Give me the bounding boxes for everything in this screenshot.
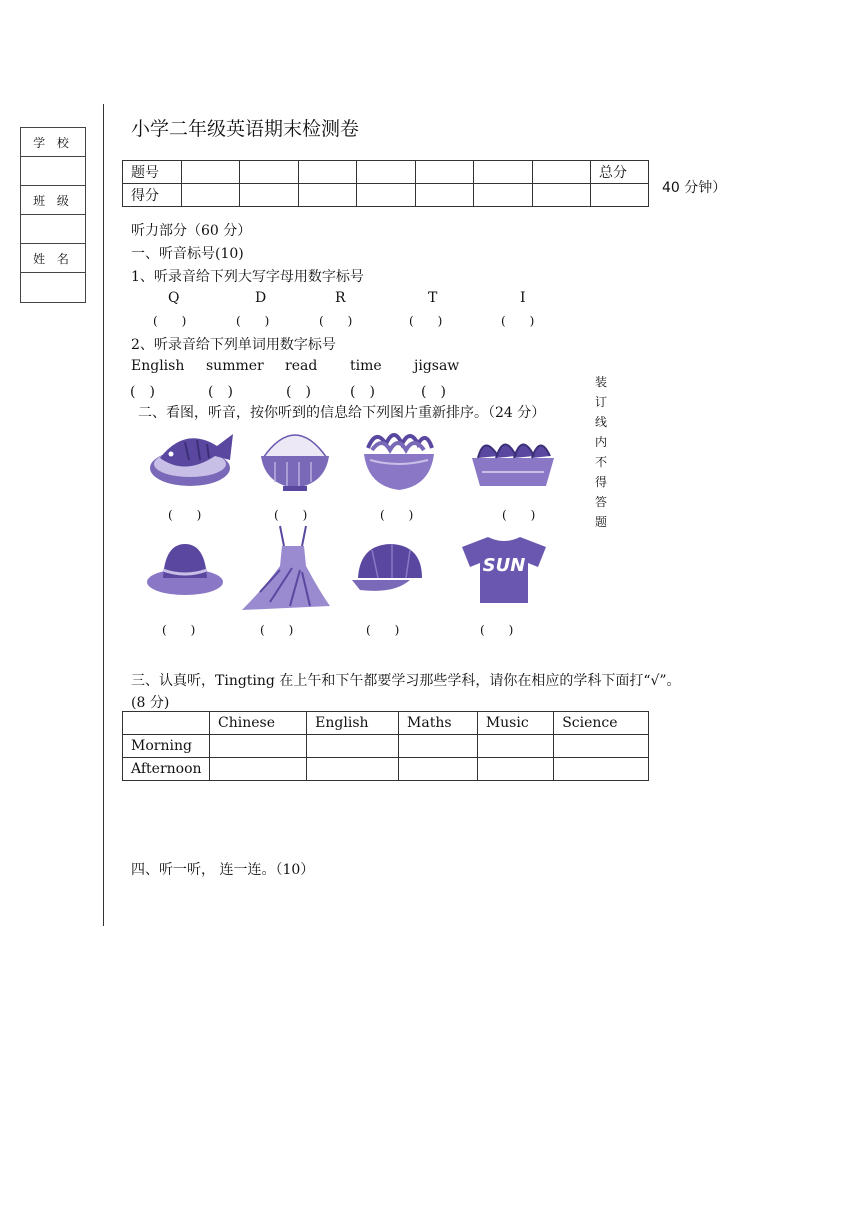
check-cell[interactable] bbox=[399, 758, 478, 781]
check-cell[interactable] bbox=[477, 758, 553, 781]
answer-blank[interactable]: ( ) bbox=[421, 384, 446, 400]
word-item: read bbox=[285, 358, 318, 374]
tshirt-icon bbox=[458, 533, 550, 605]
part1-heading: 一、听音标号(10) bbox=[131, 246, 244, 262]
part3-heading: 三、认真听，Tingting 在上午和下午都要学习那些学科，请你在相应的学科下面打“√”。 bbox=[131, 673, 681, 689]
subject-column-header: Maths bbox=[399, 712, 478, 735]
subject-column-header: Music bbox=[477, 712, 553, 735]
subject-table bbox=[122, 711, 649, 781]
answer-blank[interactable]: ( ) bbox=[153, 314, 187, 328]
score-input[interactable] bbox=[357, 184, 415, 207]
answer-blank[interactable]: ( ) bbox=[502, 508, 536, 522]
subject-column-header: English bbox=[307, 712, 399, 735]
word-item: English bbox=[131, 358, 185, 374]
part3-points: (8 分) bbox=[131, 695, 170, 711]
class-label: 班 级 bbox=[21, 186, 85, 215]
rice-bowl-icon bbox=[255, 422, 335, 494]
score-input[interactable] bbox=[415, 184, 473, 207]
name-field[interactable] bbox=[21, 273, 85, 302]
dumplings-plate-icon bbox=[468, 428, 558, 490]
answer-blank[interactable]: ( ) bbox=[168, 508, 202, 522]
answer-blank[interactable]: ( ) bbox=[366, 623, 400, 637]
score-table-header-label: 题号 bbox=[123, 161, 182, 184]
answer-blank[interactable]: ( ) bbox=[480, 623, 514, 637]
answer-blank[interactable]: ( ) bbox=[350, 384, 375, 400]
letter-item: Q bbox=[168, 290, 180, 306]
score-table-row-label: 得分 bbox=[123, 184, 182, 207]
fish-on-plate-icon bbox=[145, 420, 240, 492]
dress-icon bbox=[240, 522, 332, 612]
answer-blank[interactable]: ( ) bbox=[274, 508, 308, 522]
time-row-label: Morning bbox=[123, 735, 210, 758]
school-field[interactable] bbox=[21, 157, 85, 186]
school-label: 学 校 bbox=[21, 128, 85, 157]
page-title: 小学二年级英语期末检测卷 bbox=[131, 118, 360, 140]
binding-note: 装订线内不得答题 bbox=[594, 375, 607, 529]
check-cell[interactable] bbox=[307, 758, 399, 781]
letter-item: D bbox=[255, 290, 267, 306]
part2-heading: 二、看图，听音，按你听到的信息给下列图片重新排序。（24 分） bbox=[138, 405, 546, 421]
check-cell[interactable] bbox=[210, 735, 307, 758]
score-cell bbox=[357, 161, 415, 184]
answer-blank[interactable]: ( ) bbox=[162, 623, 196, 637]
q1-instruction: 1、听录音给下列大写字母用数字标号 bbox=[131, 269, 364, 285]
word-item: jigsaw bbox=[414, 358, 460, 374]
score-cell bbox=[474, 161, 532, 184]
letter-item: T bbox=[428, 290, 438, 306]
score-table bbox=[122, 160, 649, 207]
name-label: 姓 名 bbox=[21, 244, 85, 273]
score-input[interactable] bbox=[182, 184, 240, 207]
check-cell[interactable] bbox=[554, 735, 649, 758]
score-input[interactable] bbox=[474, 184, 532, 207]
answer-blank[interactable]: ( ) bbox=[286, 384, 311, 400]
noodles-bowl-icon bbox=[358, 420, 440, 496]
answer-blank[interactable]: ( ) bbox=[260, 623, 294, 637]
score-input[interactable] bbox=[240, 184, 298, 207]
subject-table-corner bbox=[123, 712, 210, 735]
q2-instruction: 2、听录音给下列单词用数字标号 bbox=[131, 337, 336, 353]
word-item: summer bbox=[206, 358, 264, 374]
sun-hat-icon bbox=[145, 538, 225, 600]
total-input[interactable] bbox=[591, 184, 649, 207]
letter-item: R bbox=[335, 290, 346, 306]
check-cell[interactable] bbox=[307, 735, 399, 758]
binding-line bbox=[103, 104, 104, 926]
listening-heading: 听力部分（60 分） bbox=[131, 223, 252, 239]
check-cell[interactable] bbox=[399, 735, 478, 758]
score-input[interactable] bbox=[532, 184, 590, 207]
score-cell bbox=[182, 161, 240, 184]
total-label: 总分 bbox=[591, 161, 649, 184]
check-cell[interactable] bbox=[477, 735, 553, 758]
score-input[interactable] bbox=[298, 184, 356, 207]
time-note: 40 分钟） bbox=[662, 180, 727, 196]
check-cell[interactable] bbox=[554, 758, 649, 781]
answer-blank[interactable]: ( ) bbox=[501, 314, 535, 328]
answer-blank[interactable]: ( ) bbox=[319, 314, 353, 328]
answer-blank[interactable]: ( ) bbox=[380, 508, 414, 522]
student-info-box bbox=[20, 127, 86, 303]
word-item: time bbox=[350, 358, 382, 374]
cap-icon bbox=[350, 540, 428, 598]
answer-blank[interactable]: ( ) bbox=[236, 314, 270, 328]
part4-heading: 四、听一听， 连一连。（10） bbox=[131, 862, 315, 878]
subject-column-header: Science bbox=[554, 712, 649, 735]
subject-column-header: Chinese bbox=[210, 712, 307, 735]
score-cell bbox=[532, 161, 590, 184]
class-field[interactable] bbox=[21, 215, 85, 244]
score-cell bbox=[240, 161, 298, 184]
tshirt-text: SUN bbox=[482, 555, 526, 576]
answer-blank[interactable]: ( ) bbox=[130, 384, 155, 400]
answer-blank[interactable]: ( ) bbox=[409, 314, 443, 328]
score-cell bbox=[415, 161, 473, 184]
check-cell[interactable] bbox=[210, 758, 307, 781]
time-row-label: Afternoon bbox=[123, 758, 210, 781]
answer-blank[interactable]: ( ) bbox=[208, 384, 233, 400]
score-cell bbox=[298, 161, 356, 184]
letter-item: I bbox=[520, 290, 526, 306]
